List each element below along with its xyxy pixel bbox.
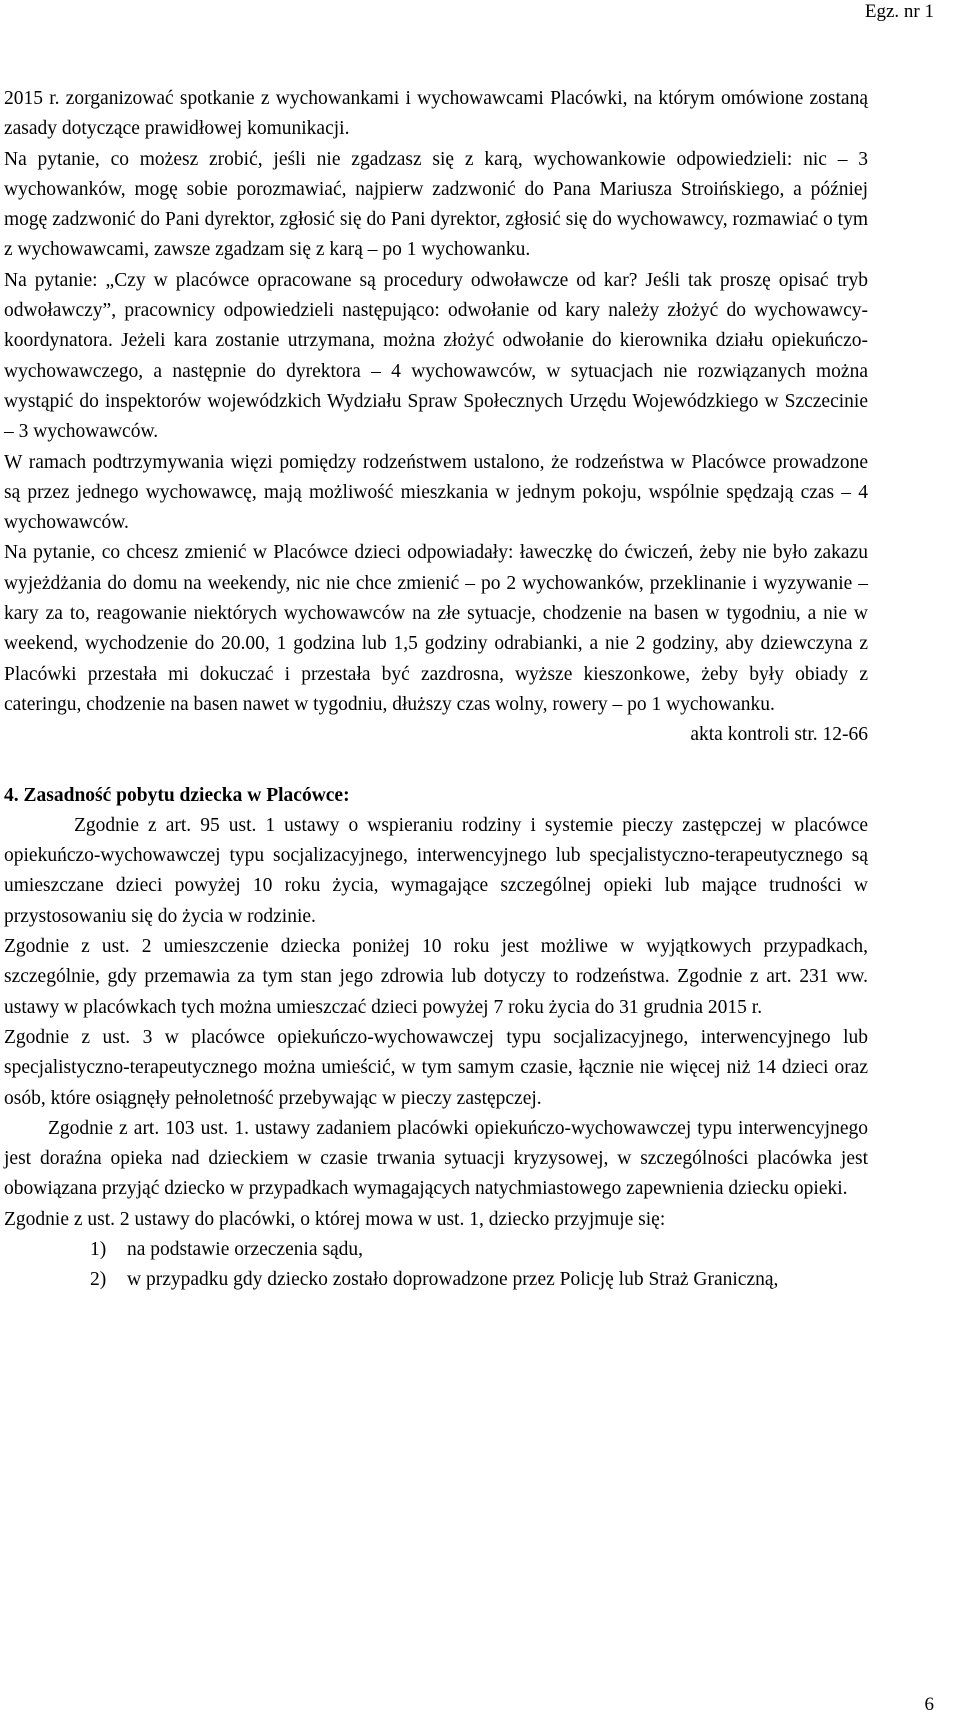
paragraph: 2015 r. zorganizować spotkanie z wychowankami i wychowawcami Placówki, na którym omówione zostaną zasady dotyczące prawidłowej komunikacji.	[4, 88, 868, 140]
numbered-list	[4, 1235, 868, 1296]
paragraph: Zgodnie z ust. 2 umieszczenie dziecka poniżej 10 roku jest możliwe w wyjątkowych przypadkach, szczególnie, gdy przemawia za tym stan jego zdrowia lub dotyczy to rodzeństwa. Zgodnie z art. 231 ww. ustawy w placówkach tych można umieszczać dzieci powyżej 7 roku życia do 31 grudnia 2015 r.	[4, 936, 868, 1018]
document-body	[4, 84, 868, 1296]
list-item-text: na podstawie orzeczenia sądu,	[127, 1238, 364, 1260]
paragraph: W ramach podtrzymywania więzi pomiędzy rodzeństwem ustalono, że rodzeństwa w Placówce prowadzone są przez jednego wychowawcę, mają możliwość mieszkania w jednym pokoju, wspólnie spędzają czas – 4 wychowawców.	[4, 451, 868, 534]
copy-number-label: Egz. nr 1	[864, 1, 934, 22]
paragraph: Zgodnie z ust. 2 ustawy do placówki, o której mowa w ust. 1, dziecko przyjmuje się:	[4, 1208, 666, 1230]
list-item-text: w przypadku gdy dziecko zostało doprowadzone przez Policję lub Straż Graniczną,	[127, 1269, 779, 1291]
section-heading: 4. Zasadność pobytu dziecka w Placówce:	[4, 784, 350, 806]
paragraph: Zgodnie z art. 95 ust. 1 ustawy o wspieraniu rodziny i systemie pieczy zastępczej w placówce opiekuńczo-wychowawczej typu socjalizacyjnego, interwencyjnego lub specjalistyczno-terapeutycznego są umieszczane dzieci powyżej 10 roku życia, wymagające szczególnej opieki lub mające trudności w przystosowaniu się do życia w rodzinie.	[4, 814, 868, 927]
list-item	[4, 1265, 868, 1295]
paragraph: Na pytanie, co chcesz zmienić w Placówce dzieci odpowiadały: ławeczkę do ćwiczeń, żeby nie było zakazu wyjeżdżania do domu na weekendy, nic nie chce zmienić – po 2 wychowanków, przeklinanie i wyzywanie – kary za to, reagowanie niektórych wychowawców na złe sytuacje, chodzenie na basen w tygodniu, a nie w weekend, wychodzenie do 20.00, 1 godzina lub 1,5 godziny odrabianki, a nie 2 godziny, aby dziewczyna z Placówki przestała mi dokuczać i przestała być zazdrosna, wyższe kieszonkowe, żeby były obiady z cateringu, chodzenie na basen nawet w tygodniu, dłuższy czas wolny, rowery – po 1 wychowanku.	[4, 542, 868, 715]
reference-note: akta kontroli str. 12-66	[690, 724, 868, 746]
paragraph: Zgodnie z ust. 3 w placówce opiekuńczo-wychowawczej typu socjalizacyjnego, interwencyjnego lub specjalistyczno-terapeutycznego można umieścić, w tym samym czasie, łącznie nie więcej niż 14 dzieci oraz osób, które osiągnęły pełnoletność przebywając w pieczy zastępczej.	[4, 1026, 868, 1109]
page-number: 6	[924, 1694, 934, 1715]
list-item-number: 2)	[90, 1269, 107, 1291]
paragraph: Zgodnie z art. 103 ust. 1. ustawy zadaniem placówki opiekuńczo-wychowawczej typu interwencyjnego jest doraźna opieka nad dzieckiem w czasie trwania sytuacji kryzysowej, w szczególności placówka jest obowiązana przyjąć dziecko w przypadkach wymagających natychmiastowego zapewnienia dziecku opieki.	[4, 1117, 868, 1200]
paragraph: Na pytanie: „Czy w placówce opracowane są procedury odwoławcze od kar? Jeśli tak proszę opisać tryb odwoławczy”, pracownicy odpowiedzieli następująco: odwołanie od kary należy złożyć do wychowawcy-koordynatora. Jeżeli kara zostanie utrzymana, można złożyć odwołanie do kierownika działu opiekuńczo-wychowawczego, a następnie do dyrektora – 4 wychowawców, w sytuacjach nie rozwiązanych można wystąpić do inspektorów wojewódzkich Wydziału Spraw Społecznych Urzędu Wojewódzkiego w Szczecinie – 3 wychowawców.	[4, 269, 868, 443]
list-item-number: 1)	[90, 1238, 107, 1260]
paragraph: Na pytanie, co możesz zrobić, jeśli nie zgadzasz się z karą, wychowankowie odpowiedzieli: nic – 3 wychowanków, mogę sobie porozmawiać, najpierw zadzwonić do Pana Mariusza Stroińskiego, a później mogę zadzwonić do Pani dyrektor, zgłosić się do Pani dyrektor, zgłosić się do wychowawcy, rozmawiać o tym z wychowawcami, zawsze zgadzam się z karą – po 1 wychowanku.	[4, 148, 868, 261]
list-item	[4, 1235, 868, 1265]
